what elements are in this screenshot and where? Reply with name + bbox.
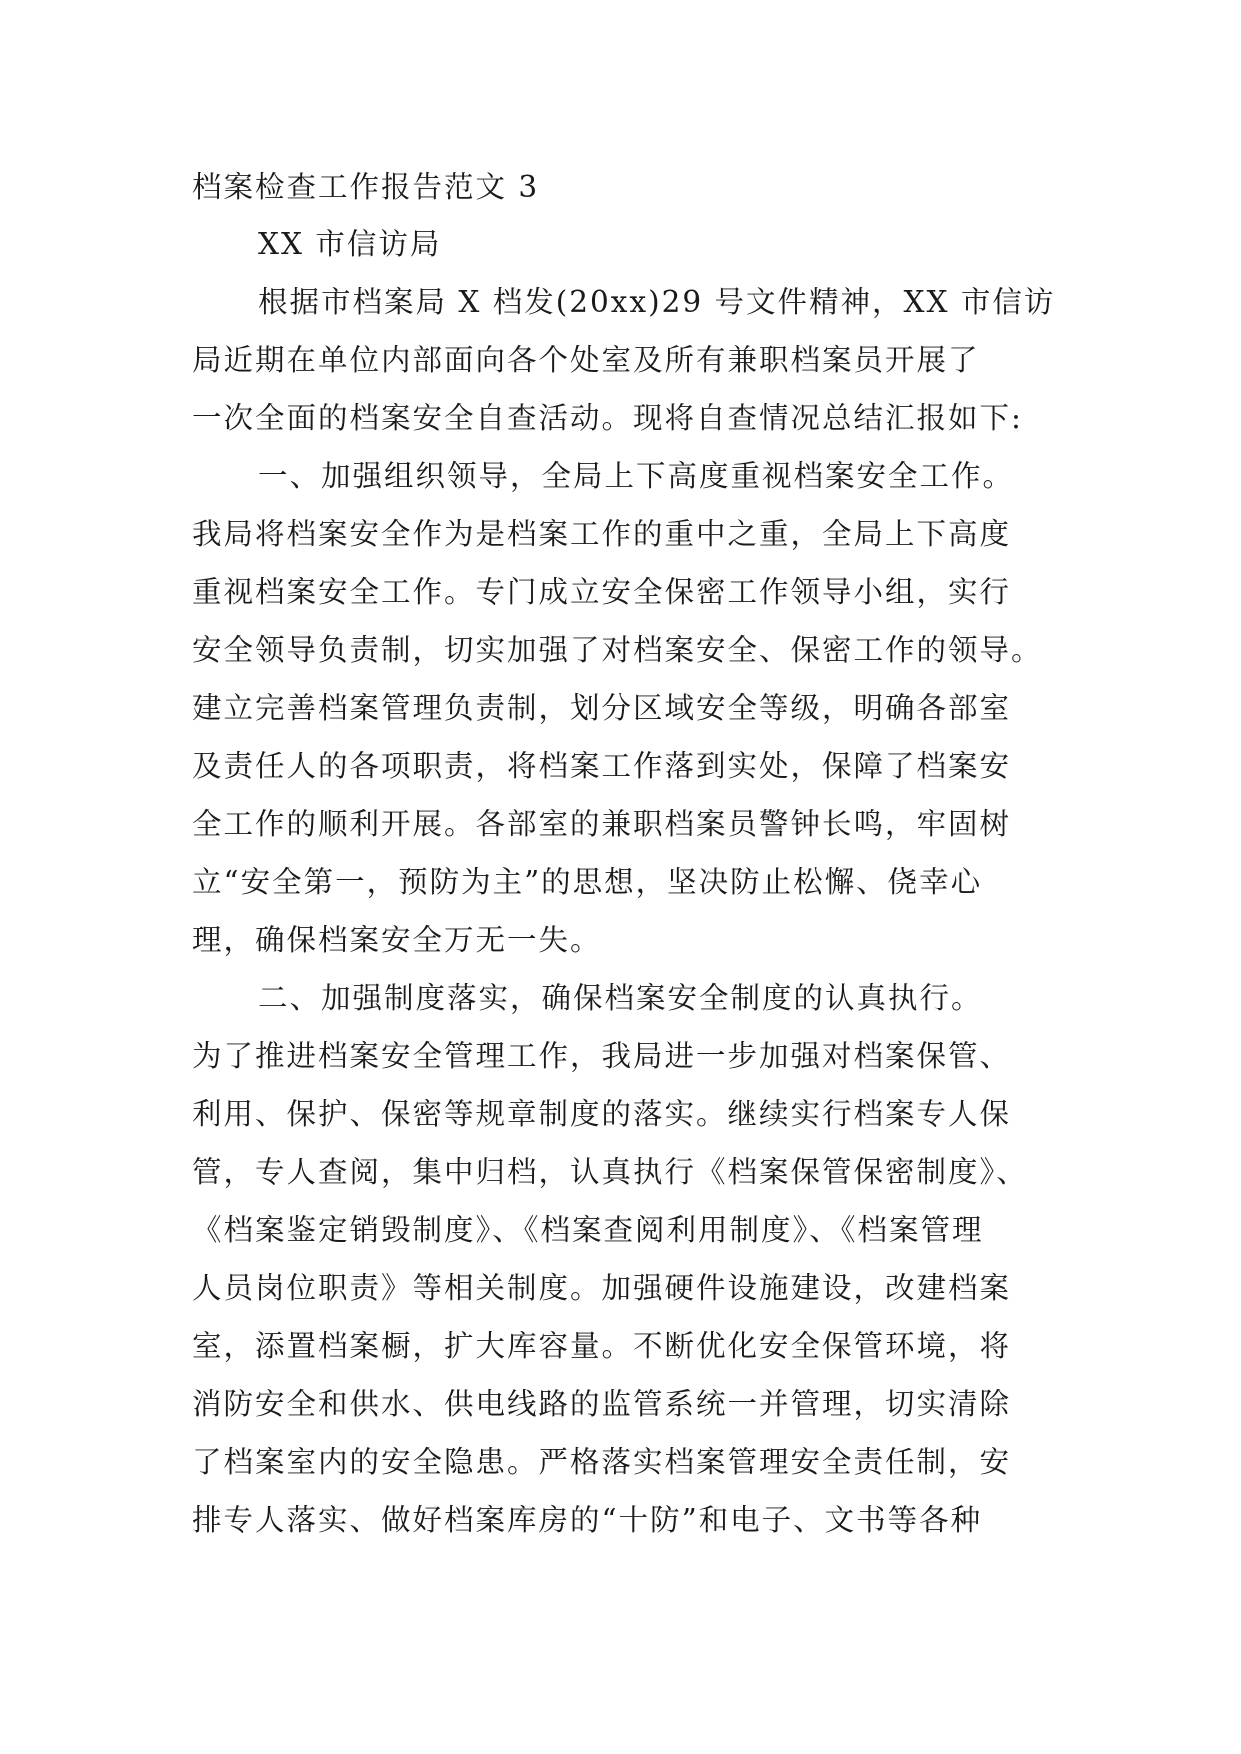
recipient-line: XX 市信访局 — [258, 227, 442, 261]
section-heading-2: 二、加强制度落实，确保档案安全制度的认真执行。 — [258, 981, 983, 1015]
body-line: 理，确保档案安全万无一失。 — [192, 923, 602, 957]
body-line: 利用、保护、保密等规章制度的落实。继续实行档案专人保 — [192, 1097, 1012, 1131]
body-line: 建立完善档案管理负责制，划分区域安全等级，明确各部室 — [192, 691, 1012, 725]
body-line: 室，添置档案橱，扩大库容量。不断优化安全保管环境，将 — [192, 1329, 1012, 1363]
body-line: 《档案鉴定销毁制度》、《档案查阅利用制度》、《档案管理 — [192, 1213, 984, 1247]
body-line: 为了推进档案安全管理工作，我局进一步加强对档案保管、 — [192, 1039, 1012, 1073]
body-line: 局近期在单位内部面向各个处室及所有兼职档案员开展了 — [192, 343, 980, 377]
body-line: 一次全面的档案安全自查活动。现将自查情况总结汇报如下: — [192, 401, 1023, 435]
body-line: 安全领导负责制，切实加强了对档案安全、保密工作的领导。 — [192, 633, 1043, 667]
body-line: 重视档案安全工作。专门成立安全保密工作领导小组，实行 — [192, 575, 1012, 609]
document-title: 档案检查工作报告范文 3 — [192, 170, 540, 204]
body-line: 人员岗位职责》等相关制度。加强硬件设施建设，改建档案 — [192, 1271, 1012, 1305]
body-line: 全工作的顺利开展。各部室的兼职档案员警钟长鸣，牢固树 — [192, 807, 1012, 841]
section-heading-1: 一、加强组织领导，全局上下高度重视档案安全工作。 — [258, 459, 1015, 493]
body-line: 了档案室内的安全隐患。严格落实档案管理安全责任制，安 — [192, 1445, 1012, 1479]
body-line: 及责任人的各项职责，将档案工作落到实处，保障了档案安 — [192, 749, 1012, 783]
body-line: 排专人落实、做好档案库房的“十防”和电子、文书等各种 — [192, 1503, 983, 1537]
body-line: 管，专人查阅，集中归档，认真执行《档案保管保密制度》、 — [192, 1155, 1028, 1189]
body-line: 立“安全第一，预防为主”的思想，坚决防止松懈、侥幸心 — [192, 865, 983, 899]
body-line: 根据市档案局 X 档发(20xx)29 号文件精神，XX 市信访 — [258, 285, 1056, 319]
body-line: 消防安全和供水、供电线路的监管系统一并管理，切实清除 — [192, 1387, 1012, 1421]
body-line: 我局将档案安全作为是档案工作的重中之重，全局上下高度 — [192, 517, 1012, 551]
